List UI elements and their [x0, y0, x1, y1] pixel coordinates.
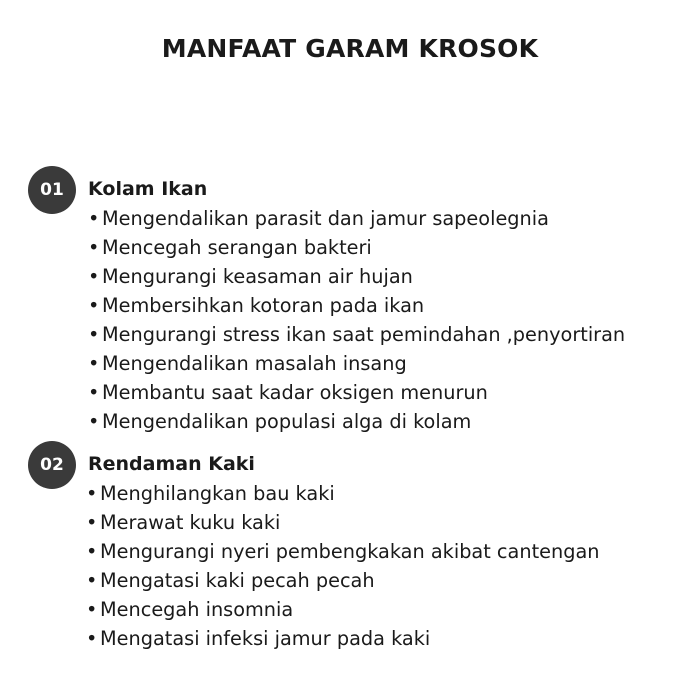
list-item: [88, 320, 625, 349]
bullet-icon: •: [86, 511, 98, 534]
list-item-text: Membantu saat kadar oksigen menurun: [102, 381, 488, 404]
list-item: [88, 204, 625, 233]
list-item: [88, 291, 625, 320]
bullet-icon: •: [86, 482, 98, 505]
section-number-badge: 01: [28, 166, 76, 214]
list-item: [88, 407, 625, 436]
section-number-badge: 02: [28, 441, 76, 489]
bullet-icon: •: [88, 352, 100, 375]
page-title: MANFAAT GARAM KROSOK: [161, 34, 539, 63]
bullet-icon: •: [88, 294, 100, 317]
list-item: [86, 508, 600, 537]
list-item-text: Mengendalikan parasit dan jamur sapeolegnia: [102, 207, 549, 230]
benefit-list: [88, 204, 625, 436]
bullet-icon: •: [88, 410, 100, 433]
benefit-list: [86, 479, 600, 653]
list-item-text: Menghilangkan bau kaki: [100, 482, 335, 505]
list-item: [86, 537, 600, 566]
bullet-icon: •: [88, 207, 100, 230]
section-heading: Kolam Ikan: [88, 178, 208, 200]
section-heading: Rendaman Kaki: [88, 453, 255, 475]
list-item-text: Merawat kuku kaki: [100, 511, 281, 534]
list-item-text: Mengurangi nyeri pembengkakan akibat cantengan: [100, 540, 600, 563]
bullet-icon: •: [86, 569, 98, 592]
list-item: [88, 233, 625, 262]
list-item: [88, 349, 625, 378]
list-item-text: Mengatasi infeksi jamur pada kaki: [100, 627, 431, 650]
list-item-text: Mengurangi stress ikan saat pemindahan ,penyortiran: [102, 323, 626, 346]
list-item: [88, 378, 625, 407]
list-item-text: Mengendalikan populasi alga di kolam: [102, 410, 472, 433]
list-item-text: Mencegah serangan bakteri: [102, 236, 372, 259]
bullet-icon: •: [86, 598, 98, 621]
list-item: [86, 479, 600, 508]
bullet-icon: •: [86, 627, 98, 650]
bullet-icon: •: [86, 540, 98, 563]
list-item-text: Mengurangi keasaman air hujan: [102, 265, 413, 288]
list-item-text: Mencegah insomnia: [100, 598, 294, 621]
list-item: [88, 262, 625, 291]
list-item-text: Mengatasi kaki pecah pecah: [100, 569, 375, 592]
bullet-icon: •: [88, 323, 100, 346]
list-item-text: Membersihkan kotoran pada ikan: [102, 294, 425, 317]
list-item: [86, 624, 600, 653]
bullet-icon: •: [88, 236, 100, 259]
bullet-icon: •: [88, 381, 100, 404]
list-item-text: Mengendalikan masalah insang: [102, 352, 407, 375]
bullet-icon: •: [88, 265, 100, 288]
list-item: [86, 595, 600, 624]
list-item: [86, 566, 600, 595]
